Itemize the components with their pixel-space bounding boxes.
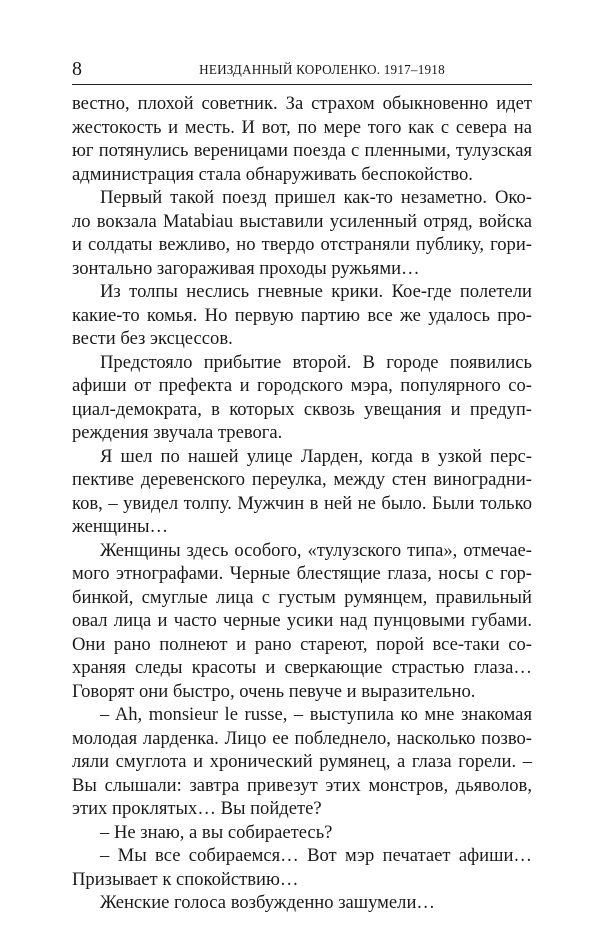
text-line: зонтально загораживая проходы ружьями… [72,257,420,279]
text-line: Женские голоса возбужденно зашумели… [100,892,436,913]
text-line: – Ah, monsieur le russe, – выступила ко мне знакомая [100,704,532,725]
text-line: Женщины здесь особого, «тулузского типа», отмечае- [100,539,532,561]
text-line: молодая ларденка. Лицо ее побледнело, насколько позво- [72,727,532,749]
text-line: Они рано полнеют и рано стареют, порой все-таки со- [72,633,532,655]
body-text [72,92,532,915]
text-line: овал лица и часто черные усики над пунцовыми губами. [72,610,532,631]
text-line: Предстояло прибытие второй. В городе появились [100,351,532,373]
text-line: вестно, плохой советник. За страхом обыкновенно идет [72,93,532,114]
text-line: и солдаты вежливо, но твердо отстраняли публику, гори- [72,234,532,255]
text-line: Первый такой поезд пришел как-то незаметно. Око- [100,187,532,208]
running-title: НЕИЗДАННЫЙ КОРОЛЕНКО. 1917–1918 [199,62,445,77]
text-line: какие-то комья. Но первую партию все же удалось про- [72,304,532,326]
text-line: Я шел по нашей улице Ларден, когда в узкой перс- [100,445,532,467]
text-line: Из толпы неслись гневные крики. Кое-где полетели [100,281,532,302]
text-line: реждения звучала тревога. [72,422,283,443]
text-line: этих проклятых… Вы пойдете? [72,798,322,819]
running-header [72,56,532,85]
text-line: юг потянулись вереницами поезда с пленными, тулузская [72,140,532,161]
text-line: – Не знаю, а вы собираетесь? [100,821,333,843]
text-line: вести без эксцессов. [72,328,233,349]
text-line: – Мы все собираемся… Вот мэр печатает афиши… [100,845,532,866]
book-page [72,56,532,915]
text-line: жестокость и месть. И вот, по мере того как с севера на [72,116,532,138]
text-line: Призывает к спокойствию… [72,868,299,890]
text-line: афиши от префекта и городского мэра, популярного со- [72,375,532,396]
text-line: бинкой, смуглые лица с густым румянцем, правильный [72,586,532,608]
text-line: ляли смуглота и хронический румянец, а глаза горели. – [72,751,532,772]
text-line: циал-демократа, в которых сквозь увещания и предуп- [72,398,532,420]
text-line: администрация стала обнаруживать беспокойство. [72,163,473,185]
text-line: ков, – увидел толпу. Мужчин в ней не было. Были только [72,492,532,514]
text-line: Вы слышали: завтра привезут этих монстров, дьяволов, [72,774,532,796]
text-line: Говорят они быстро, очень певуче и выразительно. [72,680,476,702]
text-line: мого этнографами. Черные блестящие глаза, носы с гор- [72,563,532,584]
text-line: храняя следы красоты и сверкающие страстью глаза… [72,657,532,678]
text-line: ло вокзала Matabiau выставили усиленный отряд, войска [72,210,532,232]
text-line: женщины… [72,516,169,537]
text-line: пективе деревенского переулка, между стен виноградни- [72,469,532,490]
page-number: 8 [72,58,82,80]
